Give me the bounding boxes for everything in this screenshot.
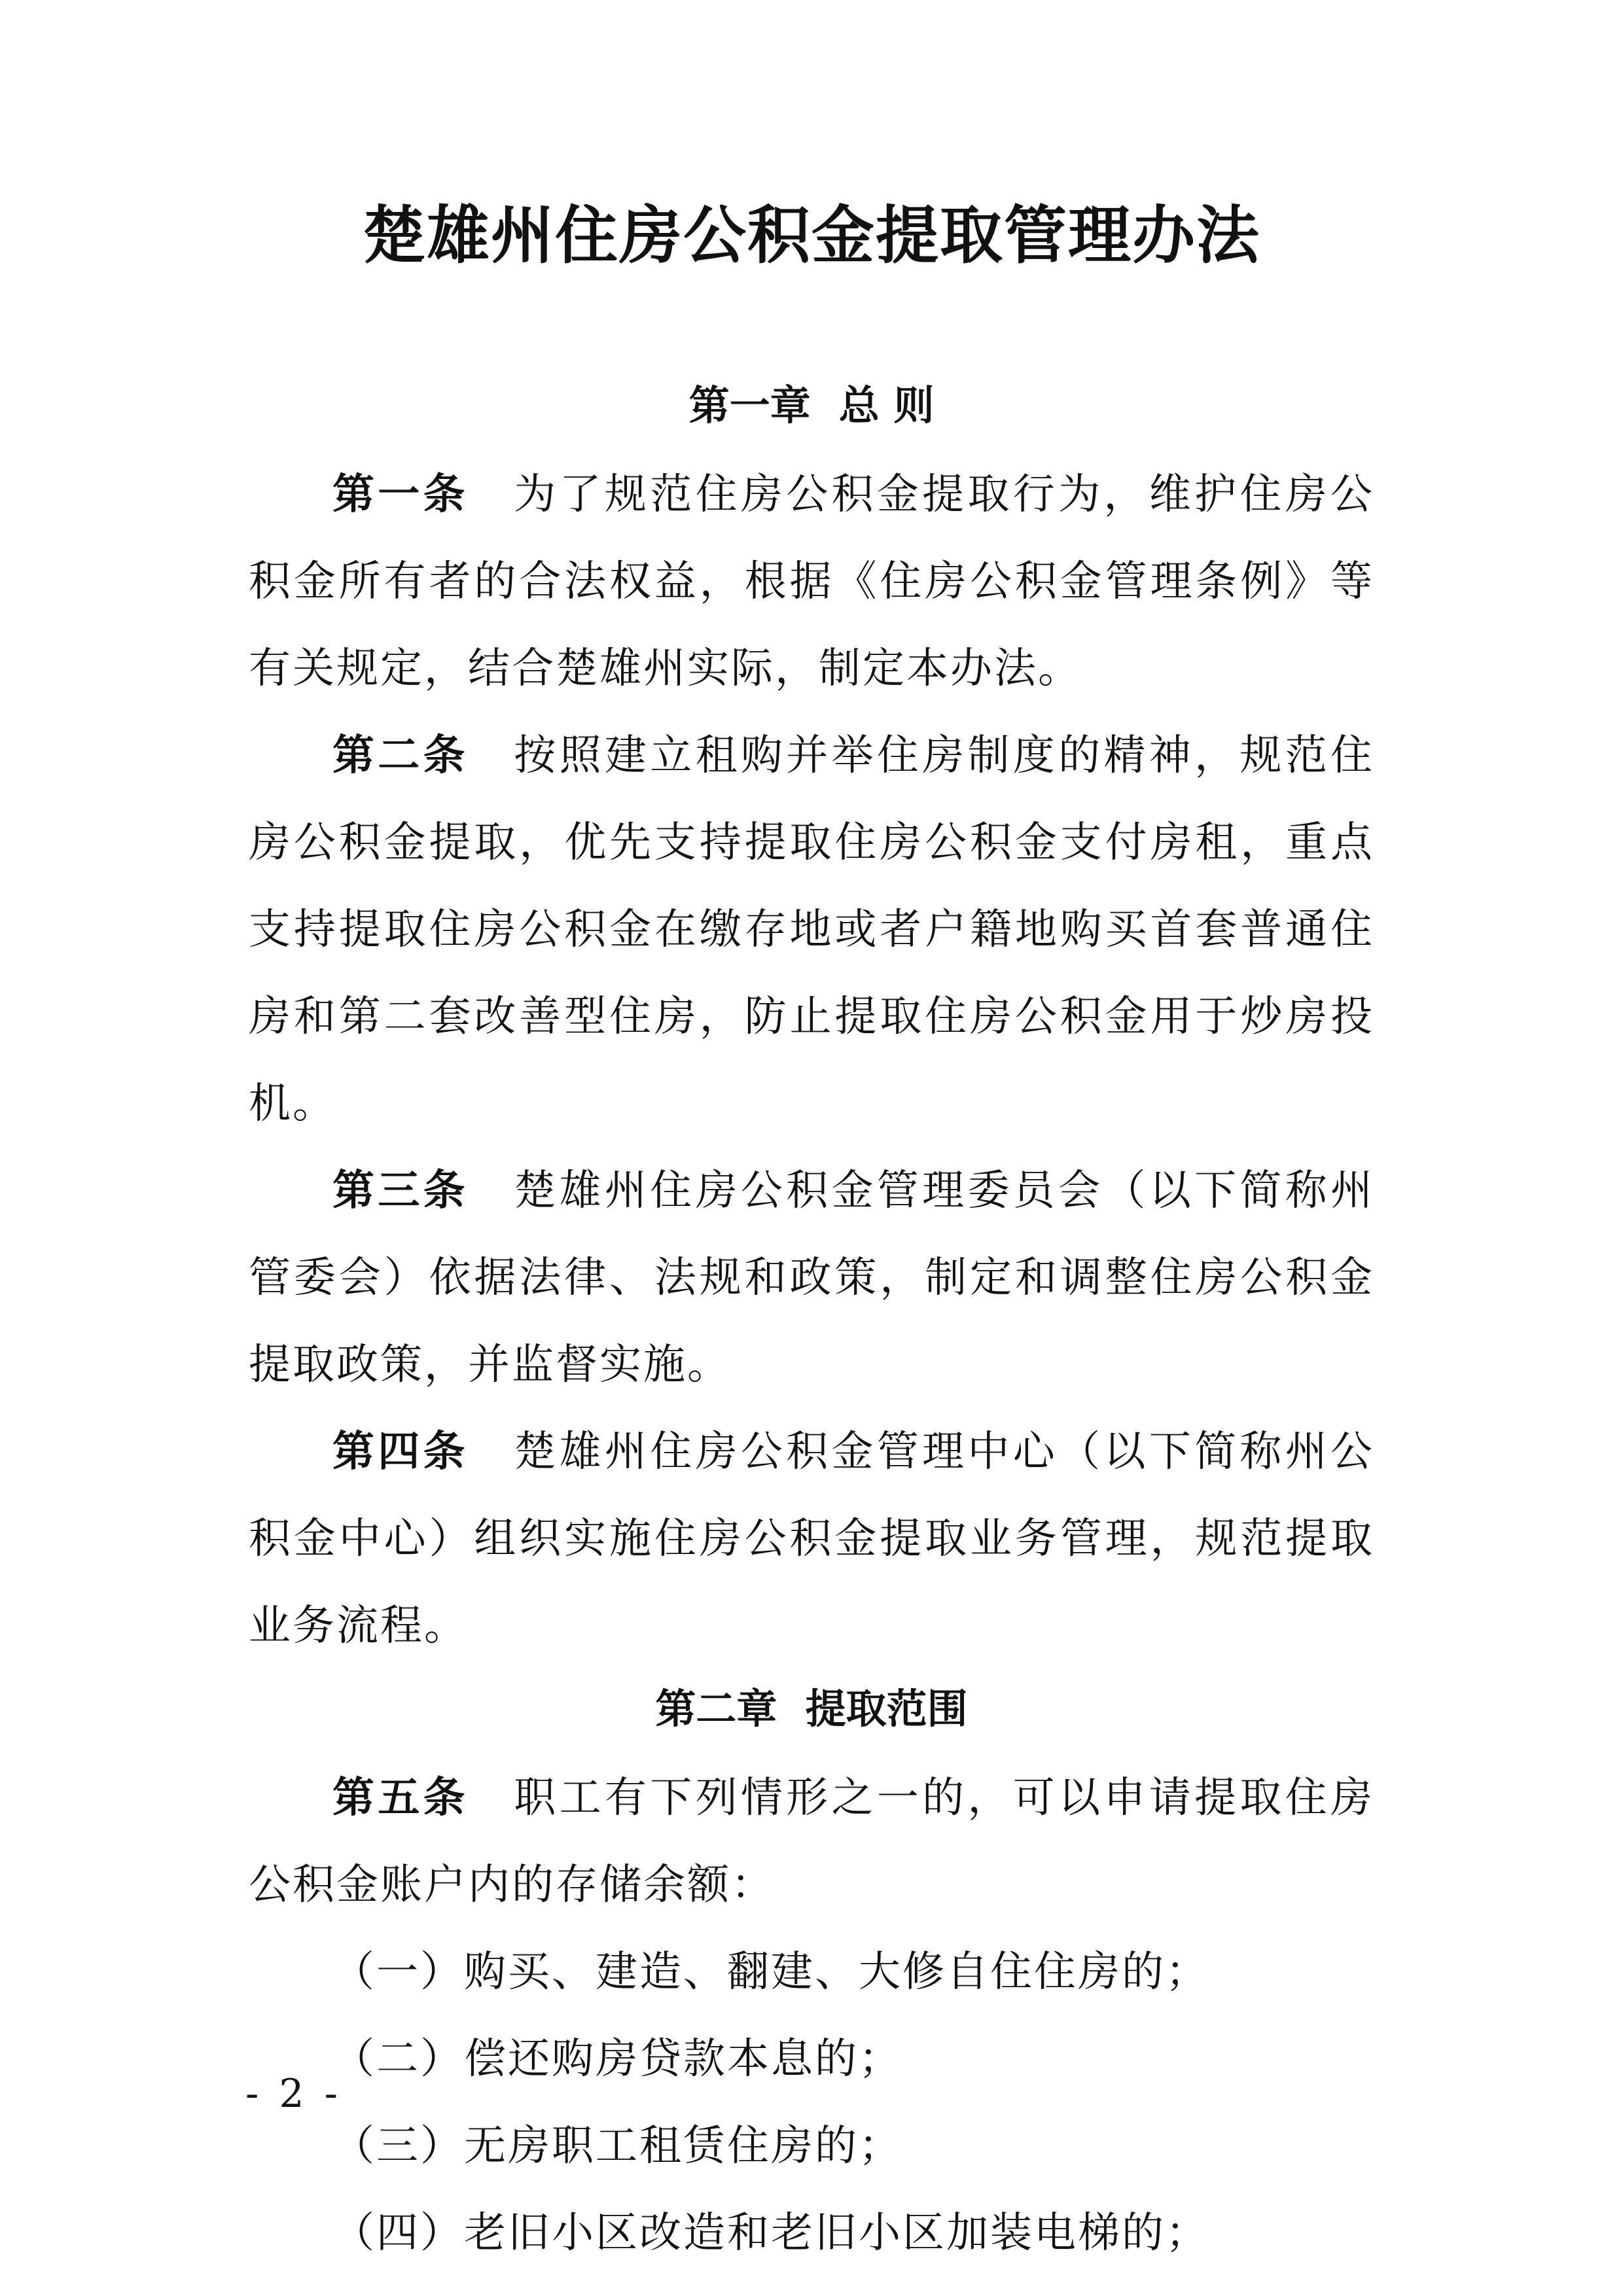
list-item: （四）老旧小区改造和老旧小区加装电梯的； (332, 2209, 1209, 2257)
article-paragraph (249, 1755, 1374, 1929)
article-text: 按照建立租购并举住房制度的精神，规范住房公积金提取，优先支持提取住房公积金支付房租，重点支持提取住房公积金在缴存地或者户籍地购买首套普通住房和第二套改善型住房，防止提取住房公积金用于炒房投机。 (249, 732, 1375, 1128)
article-label: 第五条 (332, 1774, 469, 1822)
article-paragraph (249, 1409, 1374, 1670)
document-title: 楚雄州住房公积金提取管理办法 (363, 199, 1260, 272)
page-number: - 2 - (245, 2071, 342, 2117)
article-label: 第三条 (332, 1167, 469, 1215)
list-item: （三）无房职工租赁住房的； (332, 2122, 902, 2170)
article-paragraph (249, 451, 1374, 713)
chapter-heading: 第一章 总 则 (688, 381, 935, 429)
list-item: （二）偿还购房贷款本息的； (332, 2035, 902, 2083)
list-item: （一）购买、建造、翻建、大修自住住房的； (332, 1948, 1209, 1996)
article-text: 楚雄州住房公积金管理委员会（以下简称州管委会）依据法律、法规和政策，制定和调整住房公积金提取政策，并监督实施。 (249, 1167, 1375, 1389)
document-body (249, 373, 1374, 2277)
article-text: 楚雄州住房公积金管理中心（以下简称州公积金中心）组织实施住房公积金提取业务管理，规范提取业务流程。 (249, 1428, 1375, 1650)
article-text: 职工有下列情形之一的，可以申请提取住房公积金账户内的存储余额： (249, 1774, 1375, 1909)
article-label: 第一条 (332, 470, 469, 519)
article-text: 为了规范住房公积金提取行为，维护住房公积金所有者的合法权益，根据《住房公积金管理条例》等有关规定，结合楚雄州实际，制定本办法。 (249, 470, 1375, 693)
chapter-heading: 第二章 提取范围 (655, 1685, 968, 1733)
article-paragraph (249, 713, 1374, 1148)
article-label: 第二条 (332, 732, 469, 780)
article-paragraph (249, 1148, 1374, 1409)
article-label: 第四条 (332, 1428, 469, 1476)
